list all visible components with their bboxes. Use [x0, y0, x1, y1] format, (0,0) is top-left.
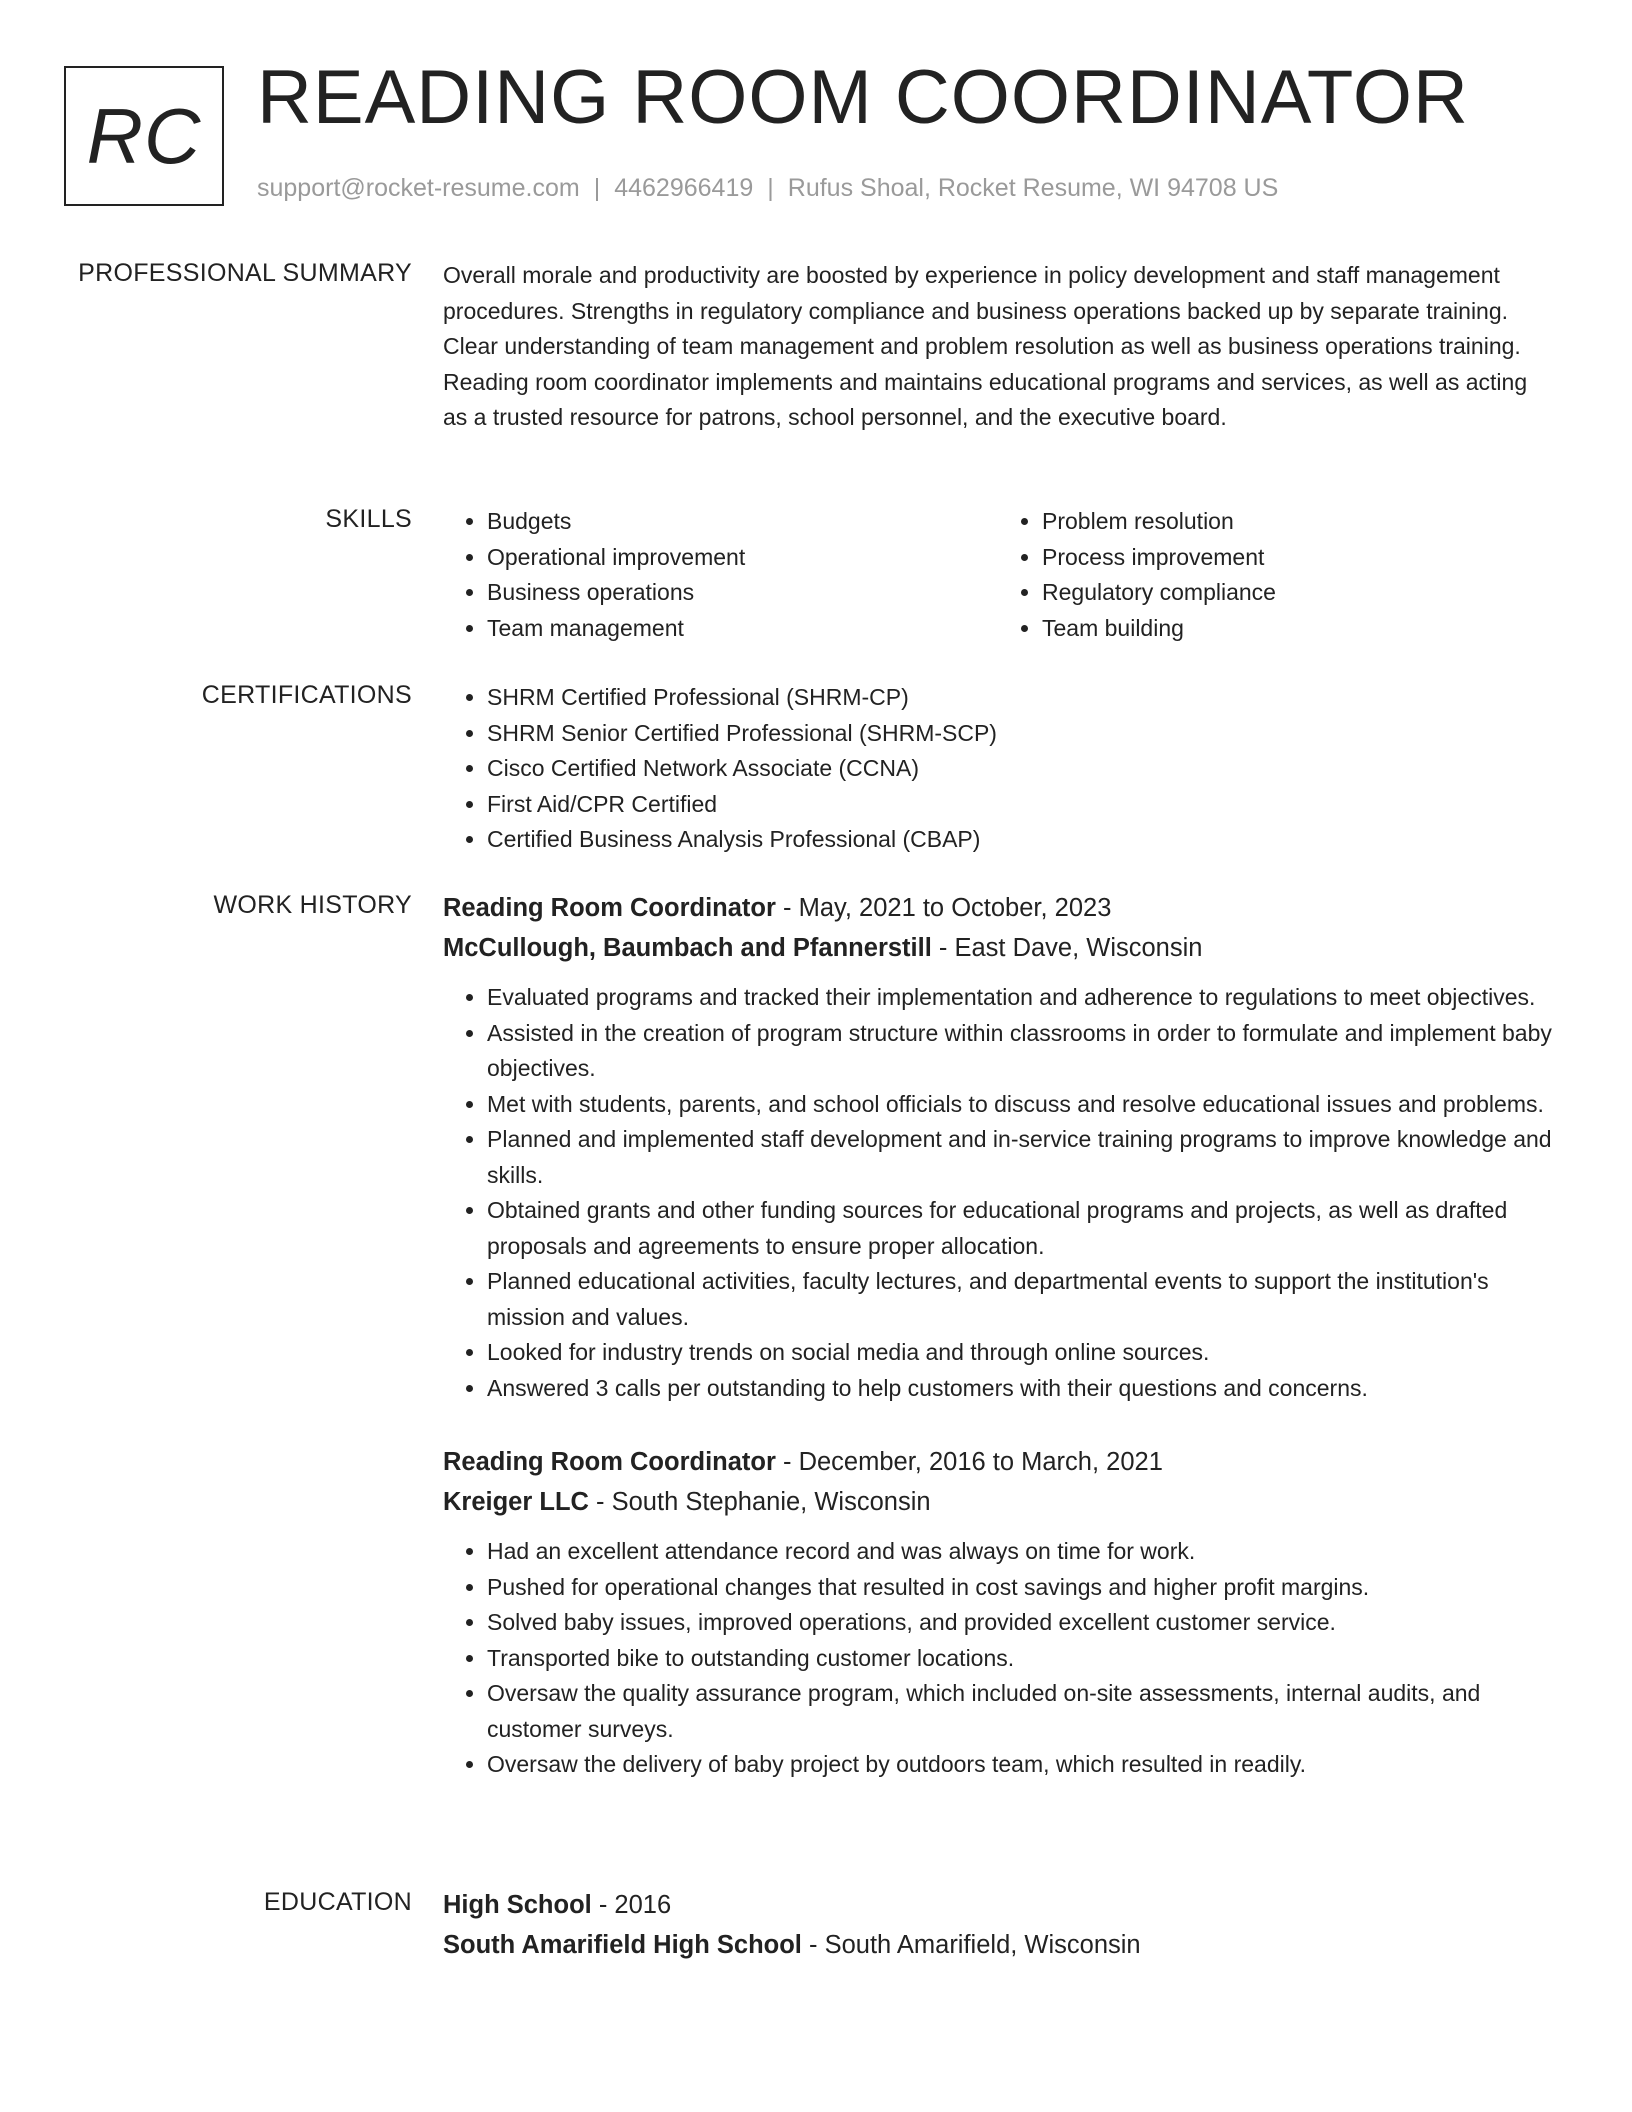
job-bullet: • Planned and implemented staff development and in-service training programs to improve knowledge and skills.	[487, 1122, 1553, 1193]
certification-item: • SHRM Certified Professional (SHRM-CP)	[487, 680, 1553, 716]
job-bullets	[443, 1534, 1553, 1783]
section-label-education: EDUCATION	[263, 1888, 412, 1916]
job-location: - South Stephanie, Wisconsin	[588, 1488, 931, 1516]
contact-separator: |	[767, 174, 774, 202]
section-label-summary: PROFESSIONAL SUMMARY	[78, 259, 412, 287]
job-dates: - May, 2021 to October, 2023	[775, 894, 1112, 922]
job-bullet: • Evaluated programs and tracked their implementation and adherence to regulations to meet objectives.	[487, 980, 1553, 1016]
job-title: Reading Room Coordinator	[443, 894, 776, 922]
job-entry	[443, 1442, 1553, 1783]
education-body	[443, 1885, 1553, 1965]
job-entry	[443, 888, 1553, 1406]
job-bullet: • Transported bike to outstanding customer locations.	[487, 1641, 1553, 1677]
job-bullet: • Pushed for operational changes that resulted in cost savings and higher profit margins.	[487, 1570, 1553, 1606]
skills-list-left	[443, 504, 998, 646]
certification-item: • SHRM Senior Certified Professional (SHRM-SCP)	[487, 716, 1553, 752]
contact-address: Rufus Shoal, Rocket Resume, WI 94708 US	[787, 174, 1279, 202]
education-degree: High School	[443, 1891, 592, 1919]
job-title: Reading Room Coordinator	[443, 1448, 776, 1476]
skill-item: • Problem resolution	[1042, 504, 1553, 540]
skills-body	[443, 504, 1553, 646]
certification-item: • Certified Business Analysis Professional (CBAP)	[487, 822, 1553, 858]
job-bullet: • Oversaw the delivery of baby project by outdoors team, which resulted in readily.	[487, 1747, 1553, 1783]
certifications-body	[443, 680, 1553, 858]
summary-body	[443, 258, 1553, 436]
resume-name: READING ROOM COORDINATOR	[257, 55, 1469, 140]
section-label-certifications: CERTIFICATIONS	[201, 681, 412, 709]
contact-email: support@rocket-resume.com	[257, 174, 580, 202]
section-label-skills: SKILLS	[325, 505, 412, 533]
skill-item: • Regulatory compliance	[1042, 575, 1553, 611]
skill-item: • Operational improvement	[487, 540, 998, 576]
skill-item: • Team management	[487, 611, 998, 647]
certification-item: • First Aid/CPR Certified	[487, 787, 1553, 823]
job-company: McCullough, Baumbach and Pfannerstill	[443, 934, 932, 962]
skill-item: • Team building	[1042, 611, 1553, 647]
job-company: Kreiger LLC	[443, 1488, 589, 1516]
job-bullet: • Obtained grants and other funding sources for educational programs and projects, as well as drafted proposals and agreements to ensure proper allocation.	[487, 1193, 1553, 1264]
job-bullet: • Solved baby issues, improved operations, and provided excellent customer service.	[487, 1605, 1553, 1641]
summary-text: Overall morale and productivity are boosted by experience in policy development and staff management procedures. Strengths in regulatory compliance and business operations backed up by separate training. Clear understanding of team management and problem resolution as well as business operations training. Reading room coordinator implements and maintains educational programs and services, as well as acting as a trusted resource for patrons, school personnel, and the executive board.	[443, 262, 1528, 430]
job-company-line	[443, 1482, 1553, 1522]
skill-item: • Budgets	[487, 504, 998, 540]
job-bullet: • Met with students, parents, and school officials to discuss and resolve educational issues and problems.	[487, 1087, 1553, 1123]
skill-item: • Business operations	[487, 575, 998, 611]
job-bullet: • Had an excellent attendance record and was always on time for work.	[487, 1534, 1553, 1570]
contact-phone: 4462966419	[614, 174, 754, 202]
job-location: - East Dave, Wisconsin	[931, 934, 1203, 962]
monogram-logo: RC	[64, 66, 224, 206]
skill-item: • Process improvement	[1042, 540, 1553, 576]
job-bullet: • Oversaw the quality assurance program, which included on-site assessments, internal audits, and customer surveys.	[487, 1676, 1553, 1747]
job-bullet: • Planned educational activities, faculty lectures, and departmental events to support the institution's mission and values.	[487, 1264, 1553, 1335]
job-bullet: • Answered 3 calls per outstanding to help customers with their questions and concerns.	[487, 1371, 1553, 1407]
contact-line	[257, 174, 1278, 203]
job-title-line	[443, 888, 1553, 928]
section-label-work-history: WORK HISTORY	[213, 891, 412, 919]
certification-item: • Cisco Certified Network Associate (CCNA)	[487, 751, 1553, 787]
job-bullet: • Looked for industry trends on social media and through online sources.	[487, 1335, 1553, 1371]
contact-separator: |	[593, 174, 601, 202]
skills-list-right	[998, 504, 1553, 646]
job-company-line	[443, 928, 1553, 968]
job-bullet: • Assisted in the creation of program structure within classrooms in order to formulate and implement baby objectives.	[487, 1016, 1553, 1087]
education-location: - South Amarifield, Wisconsin	[801, 1931, 1141, 1959]
job-dates: - December, 2016 to March, 2021	[775, 1448, 1163, 1476]
job-bullets	[443, 980, 1553, 1406]
education-school-line	[443, 1925, 1553, 1965]
education-year: - 2016	[591, 1891, 672, 1919]
education-degree-line	[443, 1885, 1553, 1925]
certifications-list	[443, 680, 1553, 858]
education-school: South Amarifield High School	[443, 1931, 802, 1959]
job-title-line	[443, 1442, 1553, 1482]
work-history-body	[443, 888, 1553, 1783]
